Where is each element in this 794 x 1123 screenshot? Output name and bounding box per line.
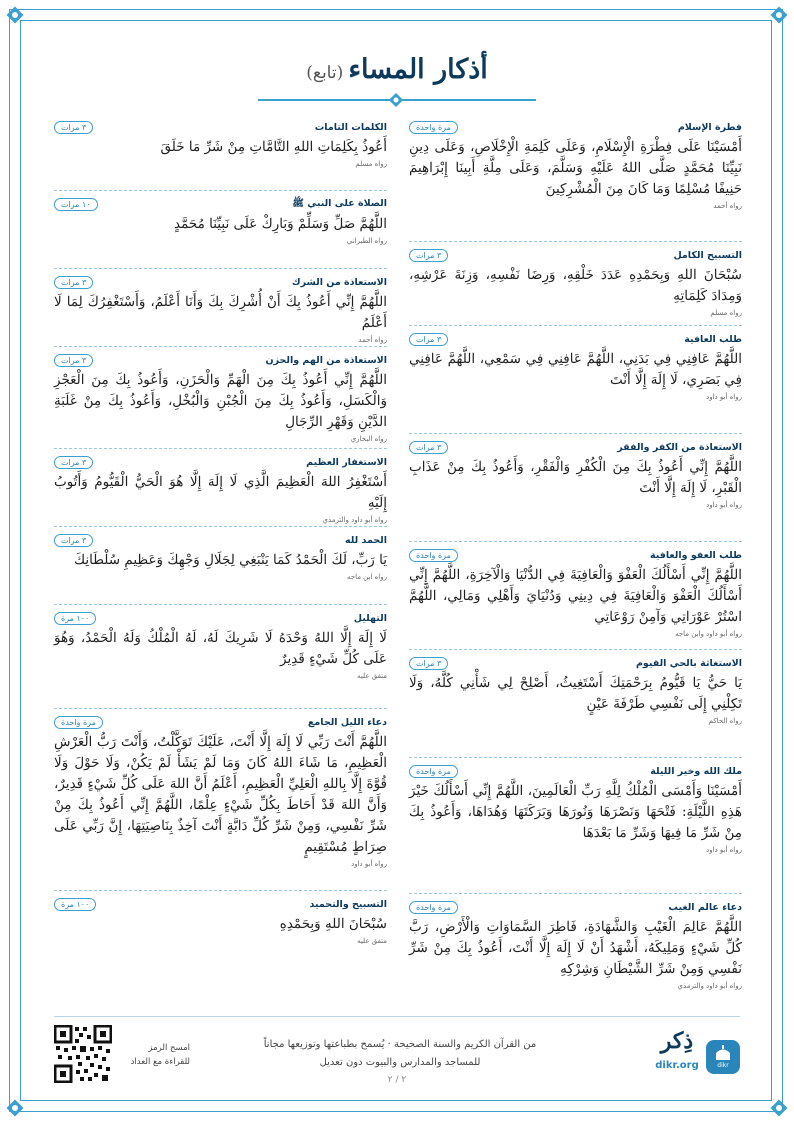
dhikr-text: سُبْحَانَ اللهِ وَبِحَمْدِهِ عَدَدَ خَلْقِهِ، وَرِضَا نَفْسِهِ، وَزِنَةَ عَرْشِهِ، وَمِدَادَ كَلِمَاتِهِ — [409, 267, 742, 304]
footer-note — [240, 1036, 560, 1072]
page-subtitle: (تابع) — [306, 63, 344, 83]
dhikr-card — [409, 762, 742, 894]
page-number: ٢ / ٢ — [387, 1075, 407, 1085]
dhikr-text: اللَّهُمَّ إِنِّي أَسْأَلُكَ الْعَفْوَ وَالْعَافِيَةَ فِي الدُّنْيَا وَالْآخِرَةِ، اللَّهُمَّ إِنِّي أَسْأَلُكَ الْعَفْوَ وَالْعَافِيَةَ فِي دِينِي وَدُنْيَايَ وَأَهْلِي وَمَالِي، اللَّهُمَّ اسْتُرْ عَوْرَاتِي وَآمِنْ رَوْعَاتِي — [409, 567, 742, 625]
repeat-badge: مرة واحدة — [54, 716, 103, 729]
repeat-badge: ١٠ مرات — [54, 198, 98, 211]
dhikr-title: الاستعاذة من الشرك — [291, 276, 387, 288]
repeat-badge: مرة واحدة — [409, 121, 458, 134]
dhikr-card — [409, 330, 742, 434]
corner-ornament-icon — [4, 1097, 26, 1119]
dhikr-title: دعاء الليل الجامع — [307, 716, 387, 728]
dhikr-title: طلب العفو والعافية — [650, 549, 742, 561]
repeat-badge: ٣ مرات — [54, 121, 93, 134]
dhikr-card — [409, 898, 742, 1022]
dhikr-card — [409, 546, 742, 650]
dhikr-text: اللَّهُمَّ عَالِمَ الْغَيْبِ وَالشَّهَادَةِ، فَاطِرَ السَّمَاوَاتِ وَالْأَرْضِ، رَبَّ كُلِّ شَيْءٍ وَمَلِيكَهُ، أَشْهَدُ أَنْ لَا إِلَهَ إِلَّا أَنْتَ، أَعُوذُ بِكَ مِنْ شَرِّ نَفْسِي وَمِنْ شَرِّ الشَّيْطَانِ وَشِرْكِهِ — [409, 919, 742, 977]
dhikr-source: رواه أبو داود — [706, 393, 742, 401]
dhikr-card — [54, 895, 387, 969]
repeat-badge: مرة واحدة — [409, 901, 458, 914]
dhikr-source: رواه مسلم — [355, 160, 387, 168]
dhikr-source: رواه أبو داود — [706, 846, 742, 854]
page-title: أذكار المساء — [348, 54, 488, 85]
footer-divider — [54, 1016, 740, 1017]
dhikr-title: الاستغفار العظيم — [306, 456, 387, 468]
dhikr-source: رواه مسلم — [710, 309, 742, 317]
dhikr-text: أَسْتَغْفِرُ اللهَ الْعَظِيمَ الَّذِي لَا إِلَهَ إِلَّا هُوَ الْحَيُّ الْقَيُّومُ وَأَتُوبُ إِلَيْهِ — [54, 474, 387, 511]
dhikr-source: رواه أبو داود — [351, 860, 387, 868]
corner-ornament-icon — [768, 1097, 790, 1119]
repeat-badge: ١٠٠ مرة — [54, 612, 96, 625]
dhikr-title: الصلاة على النبي ﷺ — [292, 198, 387, 209]
dhikr-source: رواه ابن ماجه — [346, 573, 387, 581]
dhikr-title: الاستغاثة بالحي القيوم — [635, 657, 742, 669]
logo-wordmark: ذِكر — [660, 1028, 694, 1054]
dhikr-card — [54, 453, 387, 527]
repeat-badge: ٣ مرات — [409, 657, 448, 670]
dhikr-card — [409, 118, 742, 242]
dhikr-source: رواه الحاكم — [708, 717, 742, 725]
repeat-badge: مرة واحدة — [409, 549, 458, 562]
dhikr-text: اللَّهُمَّ إِنِّي أَعُوذُ بِكَ مِنَ الْهَمِّ وَالْحَزَنِ، وَأَعُوذُ بِكَ مِنَ الْعَجْزِ وَالْكَسَلِ، وَأَعُوذُ بِكَ مِنَ الْجُبْنِ وَالْبُخْلِ، وَأَعُوذُ بِكَ مِنْ غَلَبَةِ الدَّيْنِ وَقَهْرِ الرِّجَالِ — [54, 372, 387, 430]
dhikr-title: الاستعاذة من الكفر والفقر — [617, 441, 742, 453]
repeat-badge: ١٠٠ مرة — [54, 898, 96, 911]
dhikr-source: رواه أبو داود والترمذي — [322, 516, 387, 524]
dhikr-card — [54, 531, 387, 605]
dhikr-card — [54, 118, 387, 191]
dhikr-title: دعاء عالم الغيب — [668, 901, 742, 913]
dhikr-text: اللَّهُمَّ عَافِنِي فِي بَدَنِي، اللَّهُمَّ عَافِنِي فِي سَمْعِي، اللَّهُمَّ عَافِنِي فِي بَصَرِي، لَا إِلَهَ إِلَّا أَنْتَ — [409, 351, 742, 388]
dhikr-card — [54, 609, 387, 709]
dhikr-card — [54, 273, 387, 347]
dhikr-title: الاستعاذة من الهم والحزن — [265, 354, 387, 366]
dhikr-text: أَمْسَيْنَا عَلَى فِطْرَةِ الْإِسْلَامِ، وَعَلَى كَلِمَةِ الْإِخْلَاصِ، وَعَلَى دِينِ نَبِيِّنَا مُحَمَّدٍ صَلَّى اللهُ عَلَيْهِ وَسَلَّمَ، وَعَلَى مِلَّةِ أَبِينَا إِبْرَاهِيمَ حَنِيفًا مُسْلِمًا وَمَا كَانَ مِنَ الْمُشْرِكِينَ — [409, 139, 742, 197]
dhikr-title: التسبيح الكامل — [673, 249, 742, 261]
dhikr-card — [54, 195, 387, 269]
dhikr-card — [409, 438, 742, 542]
dhikr-source: رواه البخاري — [350, 435, 387, 443]
dhikr-source: متفق عليه — [357, 672, 387, 680]
repeat-badge: ٣ مرات — [54, 354, 93, 367]
dhikr-card — [54, 713, 387, 891]
scan-caption — [118, 1041, 190, 1069]
dhikr-text: يَا رَبِّ، لَكَ الْحَمْدُ كَمَا يَنْبَغِي لِجَلَالِ وَجْهِكَ وَعَظِيمِ سُلْطَانِكَ — [73, 552, 387, 568]
dhikr-title: التهليل — [353, 612, 387, 624]
dhikr-text: اللَّهُمَّ أَنْتَ رَبِّي لَا إِلَهَ إِلَّا أَنْتَ، عَلَيْكَ تَوَكَّلْتُ، وَأَنْتَ رَبُّ الْعَرْشِ الْعَظِيمِ، مَا شَاءَ اللهُ كَانَ وَمَا لَمْ يَشَأْ لَمْ يَكُنْ، وَلَا حَوْلَ وَلَا قُوَّةَ إِلَّا بِاللهِ الْعَلِيِّ الْعَظِيمِ، أَعْلَمُ أَنَّ اللهَ عَلَى كُلِّ شَيْءٍ قَدِيرٌ، وَأَنَّ اللهَ قَدْ أَحَاطَ بِكُلِّ شَيْءٍ عِلْمًا، اللَّهُمَّ إِنِّي أَعُوذُ بِكَ مِنْ شَرِّ نَفْسِي، وَمِنْ شَرِّ كُلِّ دَابَّةٍ أَنْتَ آخِذٌ بِنَاصِيَتِهَا، إِنَّ رَبِّي عَلَى صِرَاطٍ مُسْتَقِيمٍ — [54, 734, 387, 855]
dhikr-card — [409, 654, 742, 758]
scan-line-1: امسح الرمز — [148, 1043, 190, 1053]
repeat-badge: ٣ مرات — [54, 456, 93, 469]
title-ornament-icon — [388, 92, 404, 108]
dhikr-source: رواه أحمد — [358, 336, 387, 344]
repeat-badge: ٣ مرات — [54, 276, 93, 289]
dhikr-title: الكلمات التامات — [314, 121, 387, 133]
repeat-badge: ٣ مرات — [409, 333, 448, 346]
right-column — [409, 114, 742, 1022]
dhikr-text: لَا إِلَهَ إِلَّا اللهُ وَحْدَهُ لَا شَرِيكَ لَهُ، لَهُ الْمُلْكُ وَلَهُ الْحَمْدُ، وَهُوَ عَلَى كُلِّ شَيْءٍ قَدِيرٌ — [54, 630, 387, 667]
dhikr-title: فطرة الإسلام — [677, 121, 742, 133]
dhikr-text: أَمْسَيْنَا وَأَمْسَى الْمُلْكُ لِلَّهِ رَبِّ الْعَالَمِينَ، اللَّهُمَّ إِنِّي أَسْأَلُكَ خَيْرَ هَذِهِ اللَّيْلَةِ: فَتْحَهَا وَنَصْرَهَا وَنُورَهَا وَبَرَكَتَهَا وَهُدَاهَا، وَأَعُوذُ بِكَ مِنْ شَرِّ مَا فِيهَا وَشَرِّ مَا بَعْدَهَا — [409, 783, 742, 841]
dhikr-source: رواه الطبراني — [346, 237, 387, 245]
dhikr-source: رواه أبو داود وابن ماجه — [675, 630, 742, 638]
page-header — [0, 54, 794, 85]
site-link[interactable]: dikr.org — [655, 1060, 699, 1071]
footer-line-2: للمساجد والمدارس والبيوت دون تعديل — [319, 1057, 481, 1068]
dhikr-title: التسبيح والتحميد — [309, 898, 387, 910]
dhikr-title: ملك الله وخير الليلة — [650, 765, 742, 777]
dhikr-card — [409, 246, 742, 326]
dhikr-text: أَعُوذُ بِكَلِمَاتِ اللهِ التَّامَّاتِ مِنْ شَرِّ مَا خَلَقَ — [160, 139, 387, 155]
corner-ornament-icon — [768, 4, 790, 26]
dhikr-card — [54, 351, 387, 449]
corner-ornament-icon — [4, 4, 26, 26]
repeat-badge: ٣ مرات — [54, 534, 93, 547]
dhikr-text: يَا حَيُّ يَا قَيُّومُ بِرَحْمَتِكَ أَسْتَغِيثُ، أَصْلِحْ لِي شَأْنِي كُلَّهُ، وَلَا تَكِلْنِي إِلَى نَفْسِي طَرْفَةَ عَيْنٍ — [409, 675, 742, 712]
dhikr-source: رواه أبو داود والترمذي — [677, 982, 742, 990]
dhikr-text: سُبْحَانَ اللهِ وَبِحَمْدِهِ — [279, 916, 387, 932]
left-column — [54, 114, 387, 969]
footer-line-1: من القرآن الكريم والسنة الصحيحة · يُسمح بطباعتها وتوزيعها مجاناً — [263, 1039, 537, 1050]
repeat-badge: ٣ مرات — [409, 441, 448, 454]
repeat-badge: ٣ مرات — [409, 249, 448, 262]
repeat-badge: مرة واحدة — [409, 765, 458, 778]
dhikr-source: متفق عليه — [357, 937, 387, 945]
dhikr-title: الحمد لله — [344, 534, 387, 546]
dhikr-title: طلب العافية — [684, 333, 742, 345]
dhikr-text: اللَّهُمَّ إِنِّي أَعُوذُ بِكَ مِنَ الْكُفْرِ وَالْفَقْرِ، وَأَعُوذُ بِكَ مِنْ عَذَابِ الْقَبْرِ، لَا إِلَهَ إِلَّا أَنْتَ — [409, 459, 742, 496]
logo-small-text: dikr — [717, 1062, 729, 1069]
dhikr-text: اللَّهُمَّ صَلِّ وَسَلِّمْ وَبَارِكْ عَلَى نَبِيِّنَا مُحَمَّدٍ — [173, 216, 387, 232]
dhikr-text: اللَّهُمَّ إِنِّي أَعُوذُ بِكَ أَنْ أُشْرِكَ بِكَ وَأَنَا أَعْلَمُ، وَأَسْتَغْفِرُكَ لِمَا لَا أَعْلَمُ — [54, 294, 387, 331]
dhikr-source: رواه أحمد — [713, 202, 742, 210]
scan-line-2: للقراءة مع العداد — [130, 1057, 190, 1067]
dhikr-source: رواه أبو داود — [706, 501, 742, 509]
